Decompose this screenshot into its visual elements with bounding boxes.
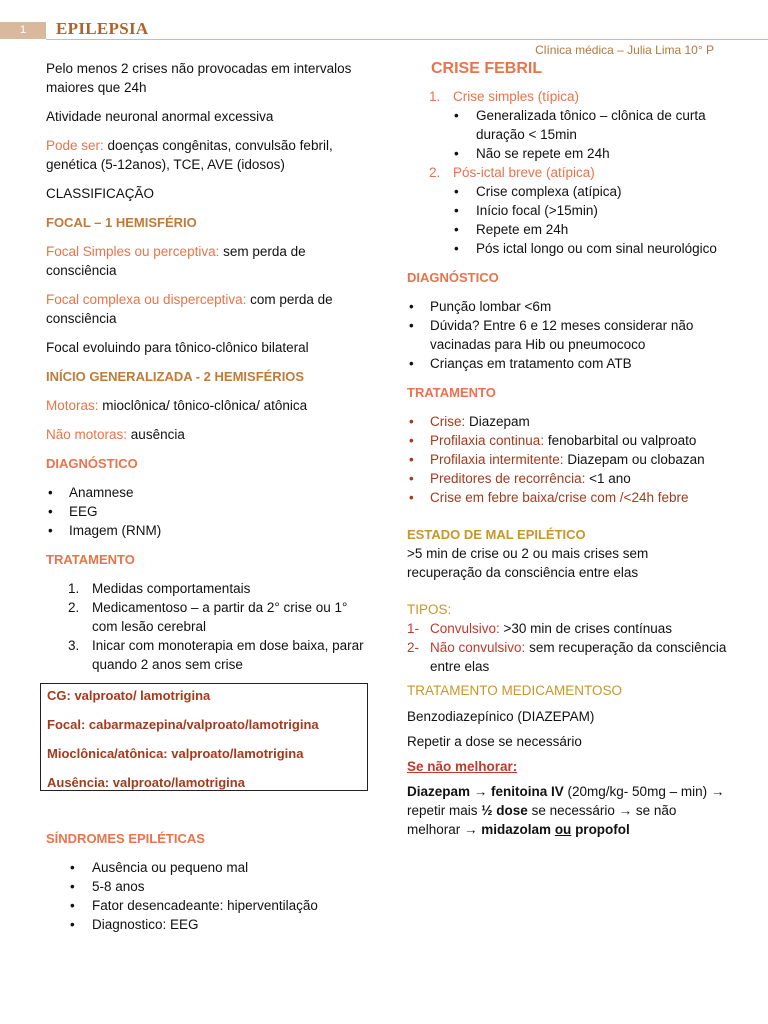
list-text: >30 min de crises contínuas <box>499 621 672 636</box>
list-item: • Início focal (>15min) <box>430 201 727 220</box>
list-item: • Dúvida? Entre 6 e 12 meses considerar não vacinadas para Hib ou pneumococo <box>407 316 727 354</box>
motoras-label: Motoras: <box>46 398 99 413</box>
page-number: 1 <box>0 22 46 39</box>
nao-motoras-label: Não motoras: <box>46 427 128 442</box>
list-label: Crise: <box>430 414 466 429</box>
box-line-cg: CG: valproato/ lamotrigina <box>47 688 211 703</box>
list-item: • Crise complexa (atípica) <box>430 182 727 201</box>
generalizada-heading: INÍCIO GENERALIZADA - 2 HEMISFÉRIOS <box>46 369 305 384</box>
list-item: • Ausência ou pequeno mal <box>46 858 368 877</box>
diagnostico-heading-right: DIAGNÓSTICO <box>407 270 499 285</box>
pode-ser-label: Pode ser: <box>46 138 104 153</box>
sindromes-heading: SÍNDROMES EPILÉTICAS <box>46 831 205 846</box>
dose-text: (20mg/kg- 50mg – min) <box>563 784 708 799</box>
list-item: • Crianças em tratamento com ATB <box>407 354 727 373</box>
list-text: Diazepam <box>465 414 530 429</box>
author-line: Clínica médica – Julia Lima 10° P <box>535 43 714 57</box>
list-number: 3. <box>68 638 80 653</box>
nao-motoras-text: ausência <box>127 427 185 442</box>
ou-text: ou <box>554 822 572 837</box>
list-text: Diazepam ou clobazan <box>563 452 705 467</box>
right-column <box>407 59 727 849</box>
se-nao-melhorar-text: Se não melhorar: <box>407 759 518 774</box>
pos-ictal-label: Pós-ictal breve (atípica) <box>453 165 595 180</box>
benzodiazepinico-text: Benzodiazepínico (DIAZEPAM) <box>407 709 595 724</box>
sindromes-list <box>46 858 368 934</box>
list-item <box>407 638 727 676</box>
list-item <box>46 636 368 674</box>
definition-text: Pelo menos 2 crises não provocadas em intervalos maiores que 24h <box>46 61 352 95</box>
motoras-text: mioclônica/ tônico-clônica/ atônica <box>98 398 308 413</box>
list-item: • Não se repete em 24h <box>430 144 727 163</box>
focal-simples-text: sem perda de consciência <box>46 244 306 278</box>
list-item: • Generalizada tônico – clônica de curta duração < 15min <box>430 106 727 144</box>
box-line-focal: Focal: cabarmazepina/valproato/lamotrigina <box>47 717 319 732</box>
list-text: <1 ano <box>585 471 631 486</box>
focal-complexa-text: com perda de consciência <box>46 292 333 326</box>
sindromes-section <box>46 829 368 944</box>
list-text: Medicamentoso – a partir da 2° crise ou 1° com lesão cerebral <box>92 600 348 634</box>
classificacao-heading: CLASSIFICAÇÃO <box>46 186 155 201</box>
se-necessario-text: se necessário → se não melhorar → <box>407 803 677 837</box>
pode-ser-paragraph <box>46 136 368 174</box>
meia-dose-text: ½ dose <box>481 803 528 818</box>
focal-complexa-paragraph <box>46 290 368 328</box>
list-label: Não convulsivo: <box>430 640 526 655</box>
list-item <box>407 450 727 469</box>
list-label: Convulsivo: <box>430 621 500 636</box>
atividade-text: Atividade neuronal anormal excessiva <box>46 109 274 124</box>
focal-heading: FOCAL – 1 HEMISFÉRIO <box>46 215 197 230</box>
list-item <box>407 431 727 450</box>
se-nao-melhorar-label <box>407 757 727 776</box>
repetir-mais-text: → repetir mais <box>407 784 725 818</box>
crise-febril-list <box>407 87 727 106</box>
list-item: • Diagnostico: EEG <box>46 915 368 934</box>
crise-simples-label: Crise simples (típica) <box>453 89 580 104</box>
nao-motoras-paragraph <box>46 425 368 444</box>
list-item <box>407 469 727 488</box>
header-divider <box>46 39 768 40</box>
medication-box <box>40 683 368 791</box>
list-label: Profilaxia intermitente: <box>430 452 564 467</box>
tratamento-heading-left: TRATAMENTO <box>46 552 135 567</box>
diagnostico-list-right <box>407 297 727 373</box>
list-label: Profilaxia continua: <box>430 433 545 448</box>
tratamento-list-right <box>407 412 727 507</box>
list-label: Crise em febre baixa/crise com /<24h febre <box>430 490 689 505</box>
list-item: • Punção lombar <6m <box>407 297 727 316</box>
list-item <box>407 488 727 507</box>
diagnostico-heading-left: DIAGNÓSTICO <box>46 456 138 471</box>
tratamento-medicamentoso-heading: TRATAMENTO MEDICAMENTOSO <box>407 683 623 698</box>
midazolam-text: midazolam <box>481 822 555 837</box>
document-title: EPILEPSIA <box>56 19 149 38</box>
diazepam-fenitoina: Diazepam → fenitoina IV <box>407 784 564 799</box>
pos-ictal-list <box>407 163 727 182</box>
list-item: • EEG <box>46 502 368 521</box>
focal-evoluindo-text: Focal evoluindo para tônico-clônico bilateral <box>46 340 309 355</box>
box-line-mioclonica: Mioclônica/atônica: valproato/lamotrigina <box>47 746 304 761</box>
focal-simples-paragraph <box>46 242 368 280</box>
list-item: • Imagem (RNM) <box>46 521 368 540</box>
crise-simples-sublist <box>407 106 727 163</box>
list-number: 1- <box>407 621 420 636</box>
pos-ictal-sublist <box>407 182 727 258</box>
list-item: • Anamnese <box>46 483 368 502</box>
estado-mal-heading: ESTADO DE MAL EPILÉTICO <box>407 527 586 542</box>
focal-complexa-label: Focal complexa ou disperceptiva: <box>46 292 247 307</box>
list-text: fenobarbital ou valproato <box>544 433 697 448</box>
diagnostico-list-left <box>46 483 368 540</box>
pos-ictal-item <box>407 163 727 182</box>
focal-simples-label: Focal Simples ou perceptiva: <box>46 244 220 259</box>
list-item <box>407 619 727 638</box>
protocolo-final-paragraph <box>407 782 727 839</box>
left-column <box>46 59 368 684</box>
list-number: 2. <box>68 600 80 615</box>
tratamento-list-left <box>46 579 368 674</box>
repetir-dose-text: Repetir a dose se necessário <box>407 734 582 749</box>
tratamento-heading-right: TRATAMENTO <box>407 385 496 400</box>
list-item: • Pós ictal longo ou com sinal neurológico <box>430 239 727 258</box>
list-number: 1. <box>429 89 441 104</box>
estado-mal-text: >5 min de crise ou 2 ou mais crises sem recuperação da consciência entre elas <box>407 546 649 580</box>
propofol-text: propofol <box>571 822 630 837</box>
box-line-ausencia: Ausência: valproato/lamotrigina <box>47 775 245 790</box>
motoras-paragraph <box>46 396 368 415</box>
list-text: Inicar com monoterapia em dose baixa, parar quando 2 anos sem crise <box>92 638 364 672</box>
pode-ser-text: doenças congênitas, convulsão febril, genética (5-12anos), TCE, AVE (idosos) <box>46 138 333 172</box>
crise-febril-heading: CRISE FEBRIL <box>431 60 543 77</box>
list-text: sem recuperação da consciência entre elas <box>430 640 727 674</box>
list-item: • Repete em 24h <box>430 220 727 239</box>
tipos-list <box>407 619 727 676</box>
list-number: 1. <box>68 581 80 596</box>
list-text: Medidas comportamentais <box>92 581 251 596</box>
list-number: 2. <box>429 165 441 180</box>
list-item <box>407 412 727 431</box>
list-label: Preditores de recorrência: <box>430 471 586 486</box>
list-item <box>46 598 368 636</box>
list-item: • 5-8 anos <box>46 877 368 896</box>
list-item: • Fator desencadeante: hiperventilação <box>46 896 368 915</box>
list-item <box>46 579 368 598</box>
crise-simples-item <box>407 87 727 106</box>
tipos-label: TIPOS: <box>407 602 452 617</box>
list-number: 2- <box>407 640 420 655</box>
